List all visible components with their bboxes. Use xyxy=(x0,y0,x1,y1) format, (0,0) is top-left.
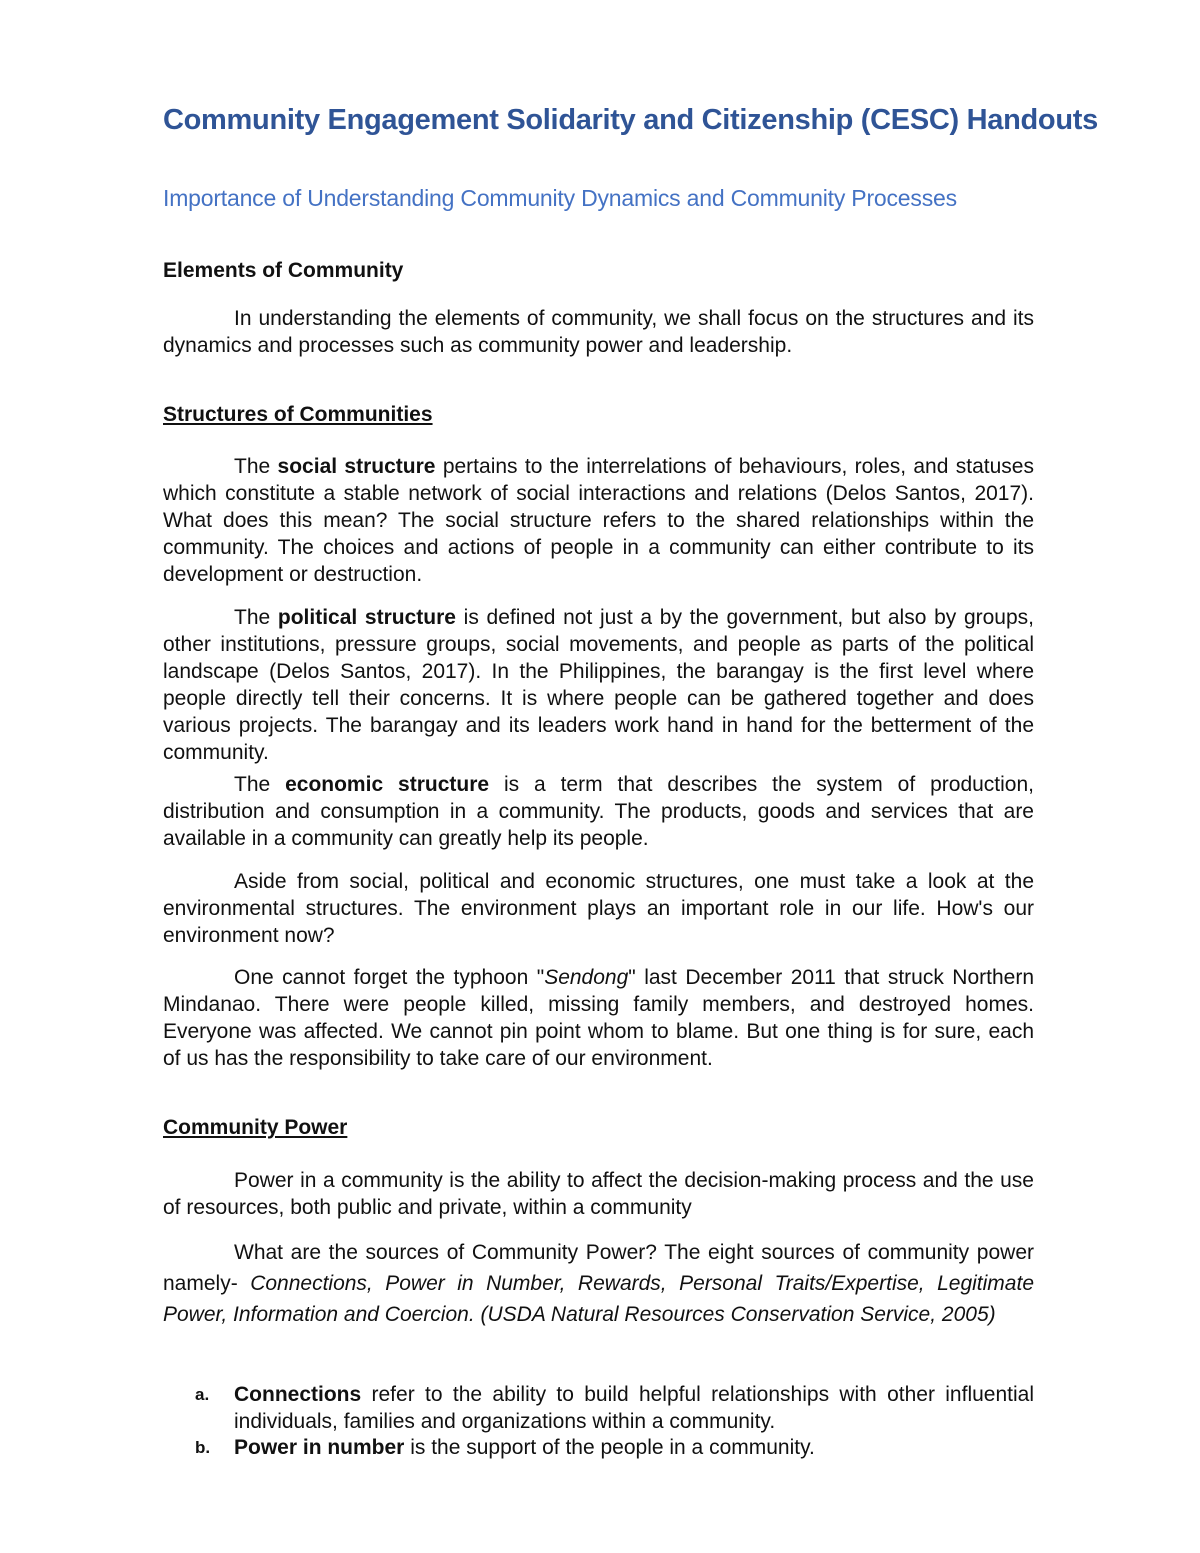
list-item-connections xyxy=(163,1381,1034,1435)
political-post: is defined not just a by the government, but also by groups, other institutions, pressure groups, social movements, and people as parts of the political landscape (Delos Santos, 2017). In the Philippines, the barangay is the first level where people directly tell their concerns. It is where people can be gathered together and does various projects. The barangay and its leaders work hand in hand for the betterment of the community. xyxy=(163,606,1035,764)
sources-citation: . (USDA Natural Resources Conservation Service, 2005) xyxy=(468,1303,996,1326)
power-in-number-text: is the support of the people in a community. xyxy=(404,1436,815,1459)
list-marker: a. xyxy=(195,1385,210,1404)
term-connections: Connections xyxy=(234,1383,362,1406)
term-political-structure: political structure xyxy=(277,606,456,629)
paragraph-typhoon-sendong xyxy=(163,964,1034,1072)
document-subtitle: Importance of Understanding Community Dynamics and Community Processes xyxy=(163,185,957,211)
economic-pre: The xyxy=(234,773,286,796)
connections-text: refer to the ability to build helpful relationships with other influential individuals, families and organizations within a community. xyxy=(234,1383,1034,1433)
social-pre: The xyxy=(234,455,278,478)
paragraph-elements-intro: In understanding the elements of community, we shall focus on the structures and its dynamics and processes such as community power and leadership. xyxy=(163,307,1034,357)
term-economic-structure: economic structure xyxy=(285,773,490,796)
paragraph-power-sources xyxy=(163,1237,1034,1330)
heading-community-power: Community Power xyxy=(163,1116,348,1139)
economic-post: is a term that describes the system of production, distribution and consumption in a community. The products, goods and services that are available in a community can greatly help its people. xyxy=(163,773,1034,850)
typhoon-post: " last December 2011 that struck Northern Mindanao. There were people killed, missing family members, and destroyed homes. Everyone was affected. We cannot pin point whom to blame. But one thing is for sure, each of us has the responsibility to take care of our environment. xyxy=(163,966,1035,1070)
list-item-body xyxy=(234,1434,1034,1461)
term-power-in-number: Power in number xyxy=(234,1436,405,1459)
list-item-power-in-number xyxy=(163,1434,1034,1461)
paragraph-political-structure xyxy=(163,604,1034,766)
sources-pre: What are the sources of Community Power? The eight sources of community power namely- xyxy=(163,1241,1034,1295)
list-item-body xyxy=(234,1381,1034,1435)
sources-list: Connections, Power in Number, Rewards, Personal Traits/Expertise, Legitimate Power, Information and Coercion xyxy=(163,1272,1034,1326)
political-pre: The xyxy=(234,606,278,629)
social-post: pertains to the interrelations of behaviours, roles, and statuses which constitute a stable network of social interactions and relations (Delos Santos, 2017). What does this mean? The social structure refers to the shared relationships within the community. The choices and actions of people in a community can either contribute to its development or destruction. xyxy=(163,455,1034,586)
typhoon-pre: One cannot forget the typhoon " xyxy=(234,966,545,989)
paragraph-economic-structure xyxy=(163,771,1034,852)
term-social-structure: social structure xyxy=(277,455,436,478)
paragraph-power-definition: Power in a community is the ability to affect the decision-making process and the use of resources, both public and private, within a community xyxy=(163,1169,1034,1219)
typhoon-name: Sendong xyxy=(544,966,629,989)
document-title: Community Engagement Solidarity and Citizenship (CESC) Handouts xyxy=(163,104,1098,136)
paragraph-environmental-structure: Aside from social, political and economic structures, one must take a look at the environmental structures. The environment plays an important role in our life. How's our environment now? xyxy=(163,870,1034,947)
heading-elements-of-community: Elements of Community xyxy=(163,259,404,282)
list-marker: b. xyxy=(195,1438,211,1457)
paragraph-social-structure xyxy=(163,453,1034,588)
heading-structures-of-communities: Structures of Communities xyxy=(163,403,433,426)
